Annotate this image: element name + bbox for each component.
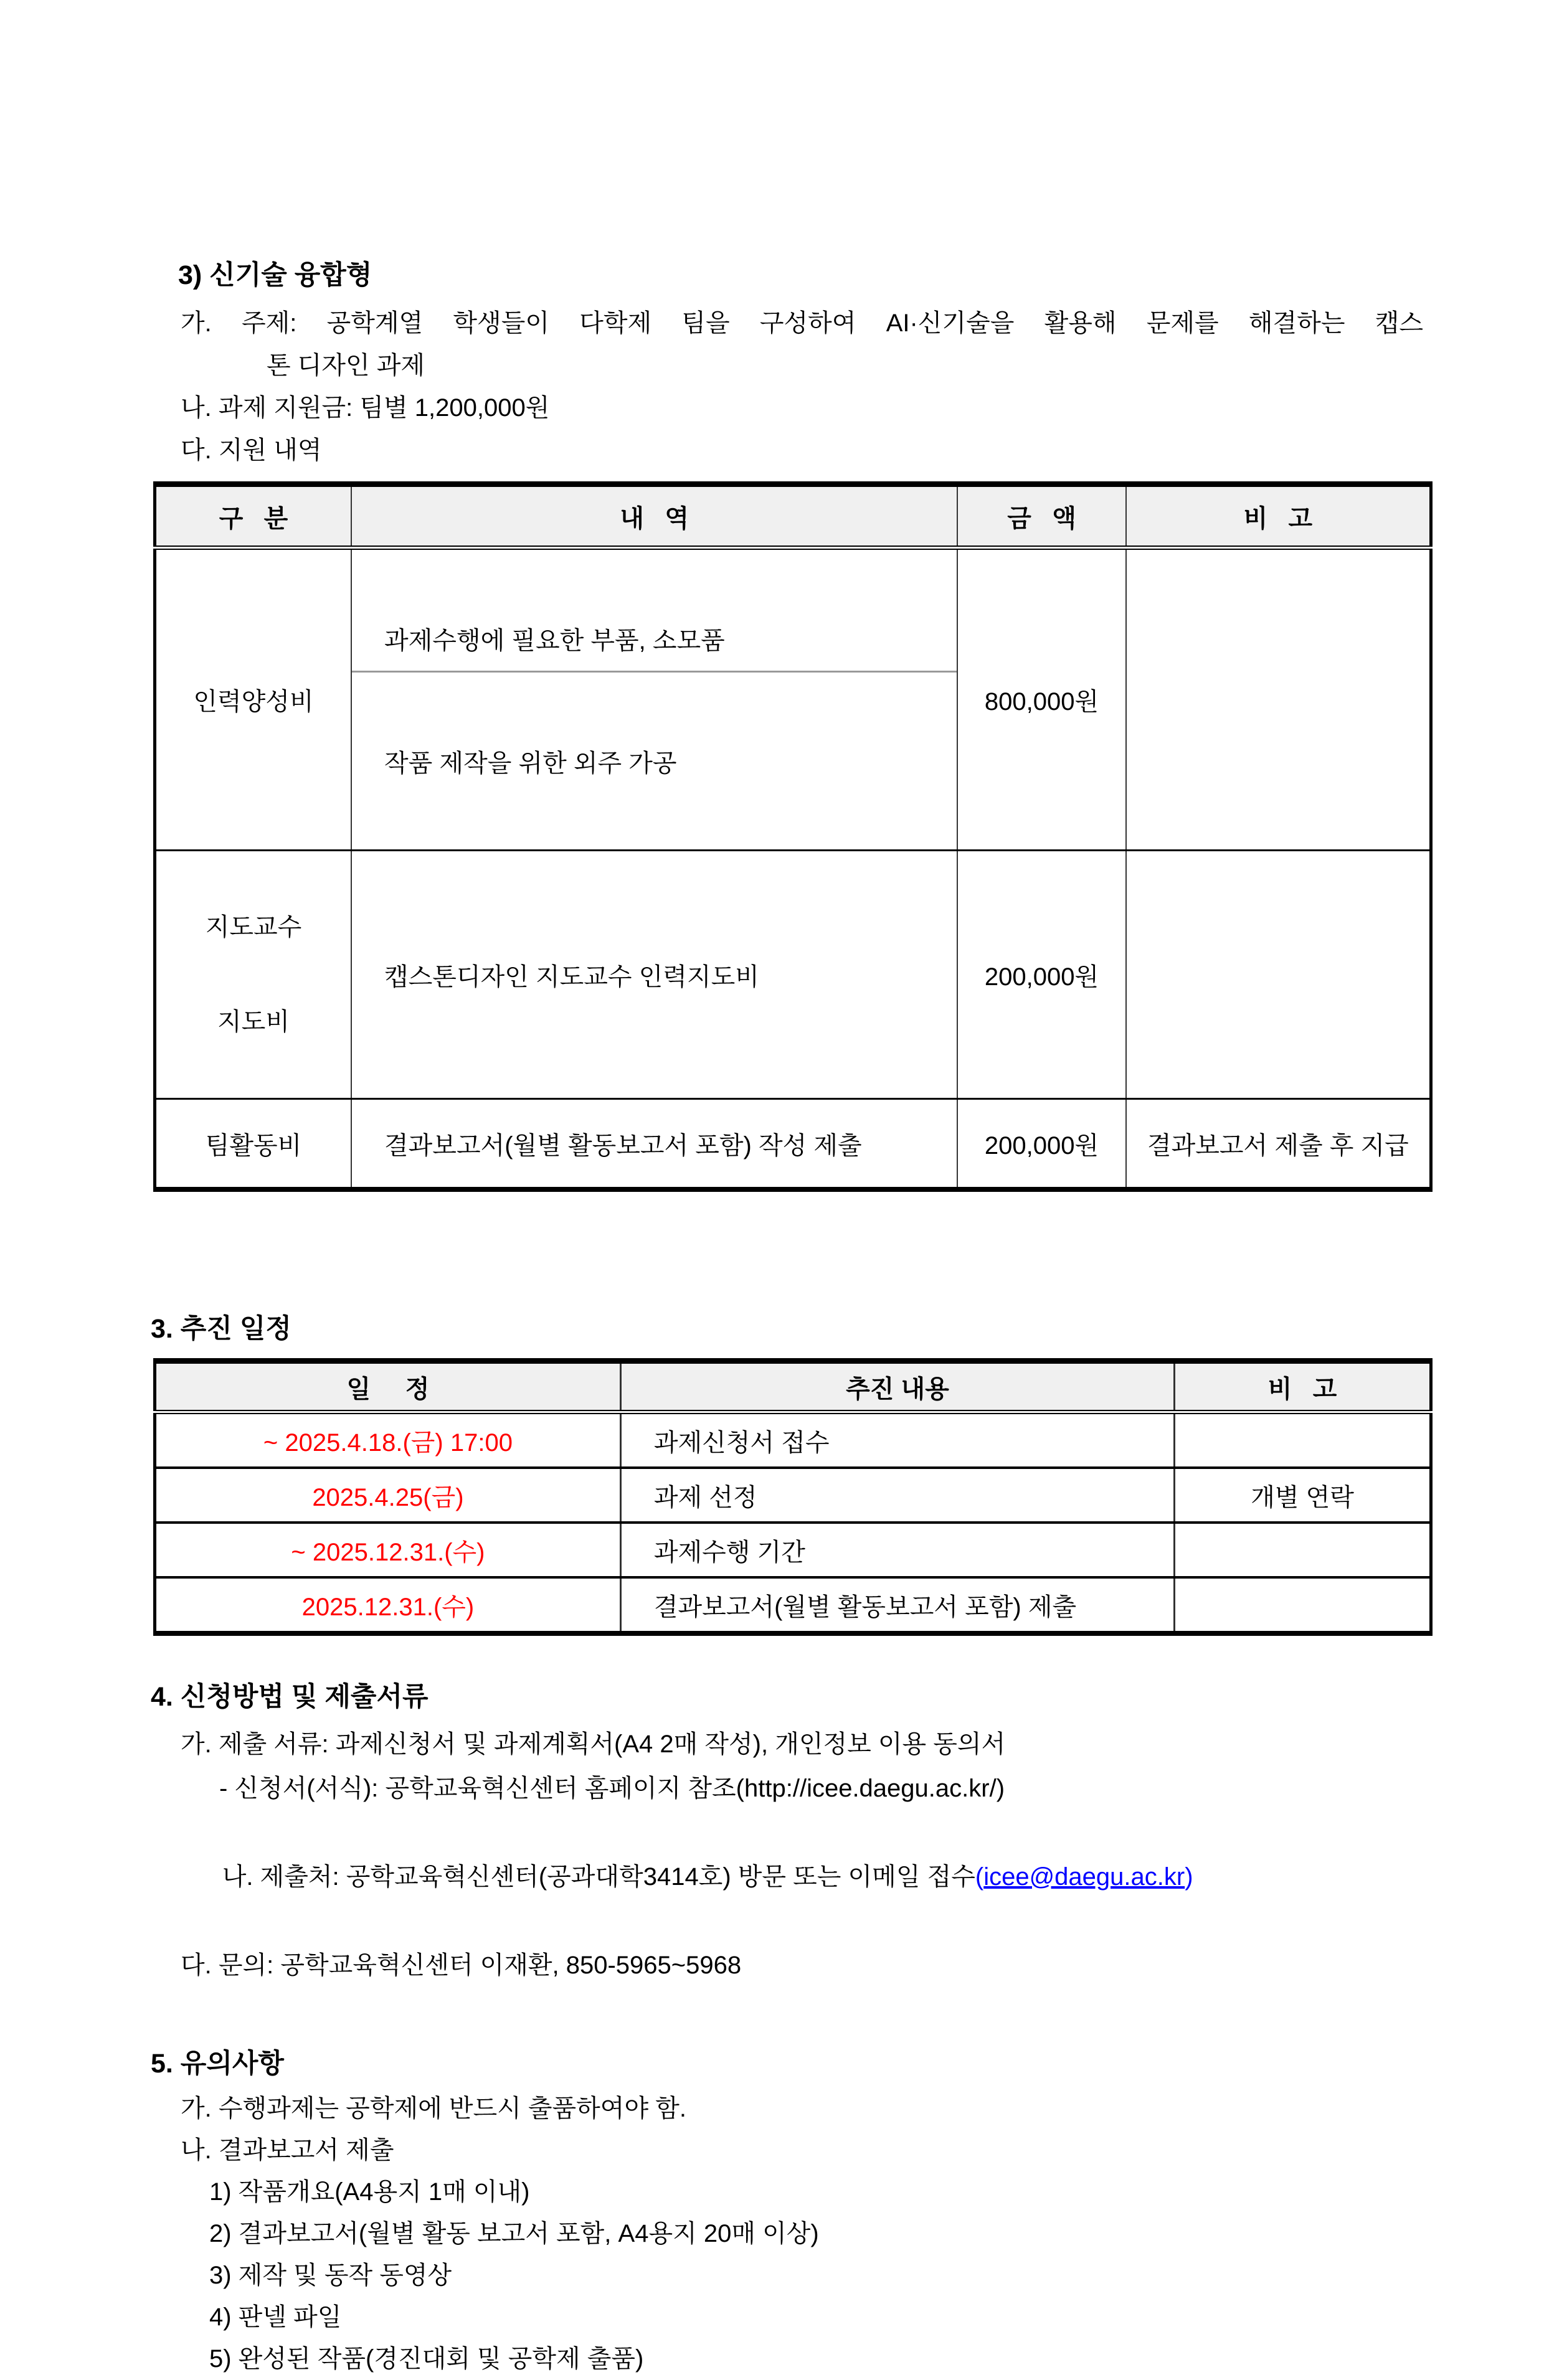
schedule-header-date: 일 정 <box>155 1361 621 1412</box>
schedule-table <box>153 1358 1433 1636</box>
schedule-header-content: 추진 내용 <box>620 1361 1174 1412</box>
schedule-heading: 3. 추진 일정 <box>151 1314 291 1344</box>
table-row <box>155 1468 1431 1523</box>
support-row1-details <box>351 548 957 851</box>
section4-item-documents: 가. 제출 서류: 과제신청서 및 과제계획서(A4 2매 작성), 개인정보 이용 동의서 <box>181 1731 1006 1758</box>
section3-item-grant: 나. 과제 지원금: 팀별 1,200,000원 <box>181 394 550 422</box>
support-header-note: 비 고 <box>1126 484 1431 548</box>
support-row2-note <box>1126 851 1431 1099</box>
support-header-detail: 내 역 <box>351 484 957 548</box>
support-row2-detail: 캡스톤디자인 지도교수 인력지도비 <box>351 851 957 1099</box>
schedule-row1-note <box>1175 1412 1431 1468</box>
support-row2-category <box>155 851 352 1099</box>
table-row <box>155 851 1431 1099</box>
section5-heading: 5. 유의사항 <box>151 2049 284 2079</box>
schedule-row2-content: 과제 선정 <box>620 1468 1174 1523</box>
email-paren-close: ) <box>1185 1863 1193 1891</box>
schedule-header-row <box>155 1361 1431 1412</box>
section3-item-subject-line1: 가. 주제: 공학계열 학생들이 다학제 팀을 구성하여 AI·신기술을 활용해 문제를 해결하는 캡스 <box>181 309 1423 337</box>
list-item: 3) 제작 및 동작 동영상 <box>209 2262 452 2289</box>
schedule-row3-date: ~ 2025.12.31.(수) <box>155 1523 621 1577</box>
section4-heading: 4. 신청방법 및 제출서류 <box>151 1682 429 1712</box>
support-table-header-row <box>155 484 1431 548</box>
table-row <box>155 1577 1431 1633</box>
schedule-row4-content: 결과보고서(월별 활동보고서 포함) 제출 <box>620 1577 1174 1633</box>
support-header-category: 구 분 <box>155 484 352 548</box>
schedule-row4-date: 2025.12.31.(수) <box>155 1577 621 1633</box>
email-paren-open: ( <box>975 1863 984 1891</box>
support-row3-amount: 200,000원 <box>957 1099 1125 1190</box>
email-link[interactable]: icee@daegu.ac.kr <box>983 1863 1185 1891</box>
section3-item-support-details: 다. 지원 내역 <box>181 437 322 464</box>
section4-submission-text: 나. 제출처: 공학교육혁신센터(공과대학3414호) 방문 또는 이메일 접수 <box>222 1863 975 1891</box>
section5-item-report: 나. 결과보고서 제출 <box>181 2137 394 2164</box>
support-row2-category-line2: 지도비 <box>217 1008 290 1036</box>
section4-item-submission <box>181 1811 1544 1943</box>
support-row3-note: 결과보고서 제출 후 지급 <box>1126 1099 1431 1190</box>
schedule-row2-note: 개별 연락 <box>1175 1468 1431 1523</box>
support-row1-amount: 800,000원 <box>957 548 1125 851</box>
table-row <box>155 548 1431 851</box>
support-header-amount: 금 액 <box>957 484 1125 548</box>
schedule-header-note: 비 고 <box>1175 1361 1431 1412</box>
support-row1-note <box>1126 548 1431 851</box>
list-item: 5) 완성된 작품(경진대회 및 공학제 출품) <box>209 2345 644 2373</box>
schedule-row1-date: ~ 2025.4.18.(금) 17:00 <box>155 1412 621 1468</box>
section3-heading: 3) 신기술 융합형 <box>178 260 372 290</box>
table-row <box>155 1523 1431 1577</box>
section5 <box>0 2042 1544 2380</box>
section3-item-subject-line2: 톤 디자인 과제 <box>267 352 425 379</box>
table-row <box>155 1099 1431 1190</box>
support-row1-category: 인력양성비 <box>155 548 352 851</box>
support-row1-detail-top: 과제수행에 필요한 부품, 소모품 <box>352 606 957 673</box>
schedule-row1-content: 과제신청서 접수 <box>620 1412 1174 1468</box>
section4-item-contact: 다. 문의: 공학교육혁신센터 이재환, 850-5965~5968 <box>181 1952 742 1979</box>
table-row <box>155 1412 1431 1468</box>
support-row3-detail: 결과보고서(월별 활동보고서 포함) 작성 제출 <box>351 1099 957 1190</box>
list-item: 2) 결과보고서(월별 활동 보고서 포함, A4용지 20매 이상) <box>209 2220 819 2247</box>
schedule-row3-note <box>1175 1523 1431 1577</box>
section5-item-exhibit: 가. 수행과제는 공학제에 반드시 출품하여야 함. <box>181 2095 686 2122</box>
support-row3-category: 팀활동비 <box>155 1099 352 1190</box>
support-details-table <box>153 481 1433 1192</box>
schedule-row2-date: 2025.4.25(금) <box>155 1468 621 1523</box>
support-row2-amount: 200,000원 <box>957 851 1125 1099</box>
list-item: 4) 판넬 파일 <box>209 2303 342 2331</box>
list-item: 1) 작품개요(A4용지 1매 이내) <box>209 2178 530 2206</box>
support-row1-detail-bottom: 작품 제작을 위한 외주 가공 <box>384 749 677 777</box>
support-row2-category-line1: 지도교수 <box>205 914 302 941</box>
section4 <box>0 1676 1544 1988</box>
schedule-row4-note <box>1175 1577 1431 1633</box>
schedule-row3-content: 과제수행 기간 <box>620 1523 1174 1577</box>
section4-item-form-reference: - 신청서(서식): 공학교육혁신센터 홈페이지 참조(http://icee.daegu.ac.kr/) <box>219 1775 1005 1802</box>
